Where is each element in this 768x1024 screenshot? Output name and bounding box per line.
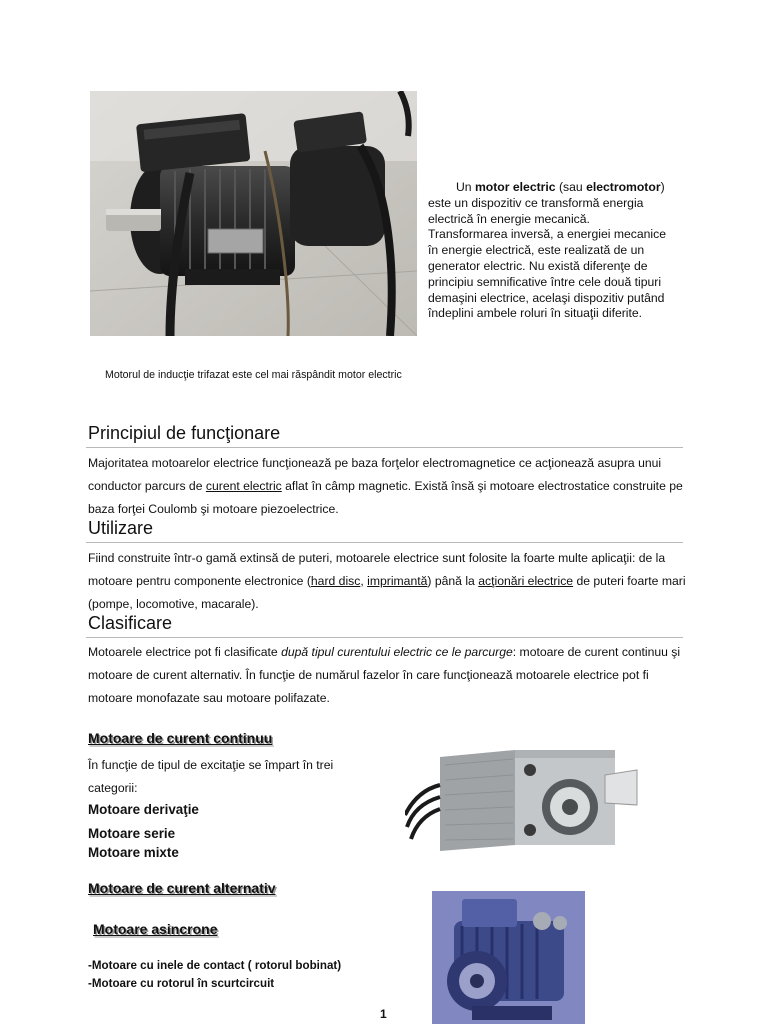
dc-item-serie: Motoare serie: [88, 826, 176, 841]
clasificare-paragraph: [88, 641, 688, 710]
intro-paragraph: [428, 180, 670, 322]
link-imprimanta[interactable]: imprimantă: [367, 574, 428, 588]
intro-word-1: Un: [456, 180, 475, 194]
ac-motor-render: [432, 891, 585, 1024]
induction-motor-photo: [90, 91, 417, 336]
principiu-text-2: aflat în câmp magnetic. Există însă şi motoare electrostatice construite pe baza forţei Coulomb şi motoare piezoelectrice.: [88, 479, 683, 516]
intro-word-2: (sau: [555, 180, 587, 194]
link-curent-electric[interactable]: curent electric: [205, 479, 282, 493]
utilizare-text-1: Fiind construite într-o gamă extinsă de puteri, motoarele electrice sunt folosite la foarte multe aplicaţii: de la motoare pentru componente electronice (: [88, 551, 666, 588]
dc-item-mixte: Motoare mixte: [88, 845, 179, 860]
clasificare-text-1: Motoarele electrice pot fi clasificate: [88, 645, 282, 659]
photo-caption: Motorul de inducţie trifazat este cel mai răspândit motor electric: [105, 369, 402, 381]
principiu-heading-part-b: funcţionare: [191, 423, 281, 443]
section-heading-clasificare: Clasificare: [88, 613, 173, 633]
ac-async-subtitle: Motoare asincrone: [93, 921, 218, 937]
dc-intro-text: În funcţie de tipul de excitaţie se împart în trei categorii:: [88, 758, 334, 795]
intro-motor-term: motor electric: [474, 180, 556, 194]
section-heading-principiu: [88, 423, 280, 444]
ac-item-inele: -Motoare cu inele de contact ( rotorul bobinat): [88, 959, 342, 972]
utilizare-paragraph: [88, 547, 688, 616]
section-divider: [86, 542, 683, 543]
ac-motors-title: Motoare de curent alternativ: [88, 880, 276, 896]
section-heading-utilizare: Utilizare: [88, 518, 154, 538]
clasificare-text-2: : motoare de curent continuu şi motoare de curent alternativ. În funcţie de numărul fazelor în care funcţionează motoarele electrice pot fi motoare monofazate sau motoare polifazate.: [88, 645, 681, 705]
section-divider: [86, 447, 683, 448]
intro-rest: este un dispozitiv ce transformă energia electrică în energie mecanică. Transformarea inversă, a energiei mecanice în energie electrică, este realizată de un generator electric. Nu există diferenţe de principiu semnificative între cele două tipuri demaşini electrice, acelaşi dispozitiv putând îndeplini ambele roluri în situaţii diferite.: [428, 195, 666, 321]
section-divider: [86, 637, 683, 638]
utilizare-text-3: de puteri foarte mari (pompe, locomotive, macarale).: [88, 574, 686, 611]
intro-electromotor-term: electromotor: [586, 180, 661, 194]
link-actionari-electrice[interactable]: acţionări electrice: [478, 574, 574, 588]
utilizare-text-2: ) până la: [427, 574, 479, 588]
principiu-text-1: Majoritatea motoarelor electrice funcţionează pe baza forţelor electromagnetice ce acţionează asupra unui conductor parcurs de: [88, 456, 662, 493]
dc-motor-photo: [405, 745, 645, 857]
intro-word-3: ): [660, 180, 665, 194]
dc-motors-title: Motoare de curent continuu: [88, 730, 273, 746]
link-hard-disc[interactable]: hard disc: [310, 574, 361, 588]
page-number: 1: [380, 1007, 387, 1021]
clasificare-italic: după tipul curentului electric ce le parcurge: [281, 645, 513, 659]
dc-item-derivatie: Motoare derivaţie: [88, 802, 199, 817]
principiu-paragraph: [88, 452, 688, 521]
ac-item-scurtcircuit: -Motoare cu rotorul în scurtcircuit: [88, 977, 275, 990]
utilizare-sep: ,: [360, 574, 368, 588]
principiu-heading-part-a: Principiul de: [88, 423, 192, 443]
